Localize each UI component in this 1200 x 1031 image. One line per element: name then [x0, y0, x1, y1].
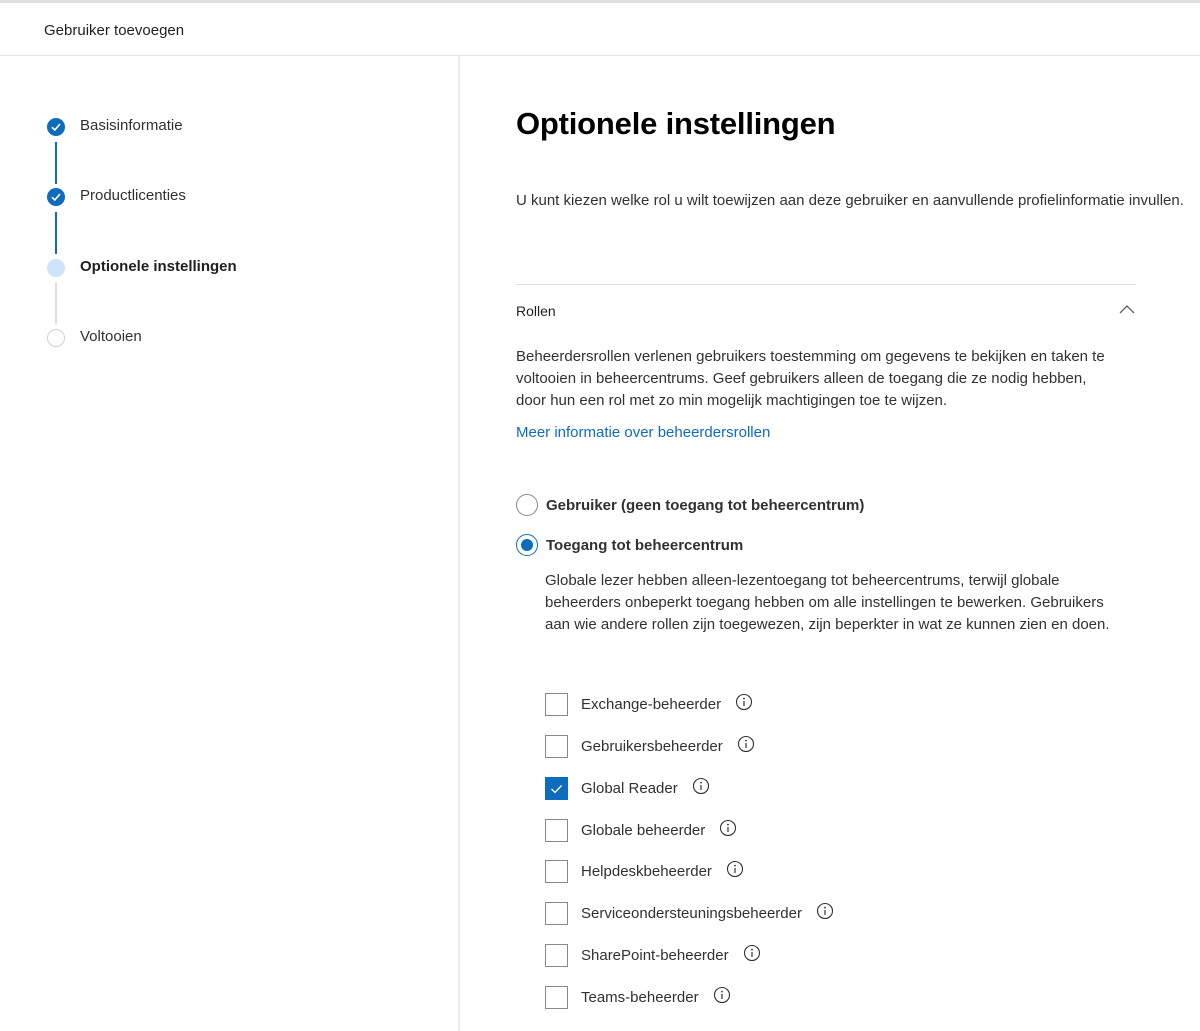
role-label: Global Reader: [581, 780, 678, 797]
vertical-divider: [458, 56, 460, 1031]
role-label: SharePoint-beheerder: [581, 947, 729, 964]
step-label: Productlicenties: [80, 187, 186, 204]
step-label: Optionele instellingen: [80, 258, 237, 275]
panel-header: [0, 3, 1200, 56]
step-optionele-instellingen[interactable]: [47, 258, 237, 277]
role-checkbox-helpdeskbeheerder[interactable]: [545, 860, 744, 883]
info-icon[interactable]: [726, 860, 744, 878]
step-connector: [55, 282, 57, 324]
checkbox[interactable]: [545, 819, 568, 842]
role-label: Exchange-beheerder: [581, 696, 722, 713]
role-label: Serviceondersteuningsbeheerder: [581, 905, 802, 922]
role-label: Teams-beheerder: [581, 989, 699, 1006]
pending-step-icon: [47, 329, 65, 347]
role-checkbox-global-reader[interactable]: [545, 777, 710, 800]
chevron-up-icon[interactable]: [1118, 303, 1136, 317]
panel-title: Gebruiker toevoegen: [44, 22, 185, 39]
checkbox[interactable]: [545, 735, 568, 758]
info-icon[interactable]: [735, 693, 753, 711]
checkbox[interactable]: [545, 860, 568, 883]
info-icon[interactable]: [692, 777, 710, 795]
checkbox-checked[interactable]: [545, 777, 568, 800]
role-checkbox-teams-beheerder[interactable]: [545, 986, 731, 1009]
radio-label: Toegang tot beheercentrum: [546, 536, 744, 554]
checkbox[interactable]: [545, 986, 568, 1009]
info-icon[interactable]: [737, 735, 755, 753]
section-divider: [516, 284, 1136, 285]
current-step-icon: [47, 259, 65, 277]
radio-button-selected[interactable]: [516, 534, 538, 556]
learn-more-roles-link[interactable]: Meer informatie over beheerdersrollen: [516, 424, 771, 441]
page-title: Optionele instellingen: [516, 106, 836, 141]
role-label: Globale beheerder: [581, 822, 706, 839]
checkbox[interactable]: [545, 693, 568, 716]
radio-admin-center-access[interactable]: [516, 534, 743, 556]
role-checkbox-globale-beheerder[interactable]: [545, 819, 737, 842]
step-connector: [55, 142, 57, 184]
role-label: Gebruikersbeheerder: [581, 738, 723, 755]
role-checkbox-serviceondersteuningsbeheerder[interactable]: [545, 902, 834, 925]
role-checkbox-sharepoint-beheerder[interactable]: [545, 944, 761, 967]
step-label: Basisinformatie: [80, 117, 183, 134]
step-basisinformatie[interactable]: [47, 117, 183, 136]
radio-button[interactable]: [516, 494, 538, 516]
step-label: Voltooien: [80, 328, 142, 345]
radio-user-no-admin[interactable]: [516, 494, 864, 516]
intro-text: U kunt kiezen welke rol u wilt toewijzen aan deze gebruiker en aanvullende profielinformatie invullen.: [516, 192, 1184, 209]
roles-section-title[interactable]: Rollen: [516, 303, 556, 319]
checkmark-icon: [47, 188, 65, 206]
checkmark-icon: [47, 118, 65, 136]
step-voltooien[interactable]: [47, 328, 142, 347]
step-productlicenties[interactable]: [47, 187, 186, 206]
checkbox[interactable]: [545, 902, 568, 925]
info-icon[interactable]: [713, 986, 731, 1004]
info-icon[interactable]: [719, 819, 737, 837]
info-icon[interactable]: [816, 902, 834, 920]
radio-label: Gebruiker (geen toegang tot beheercentrum): [546, 496, 865, 514]
step-connector: [55, 212, 57, 254]
admin-access-description: Globale lezer hebben alleen-lezentoegang tot beheercentrums, terwijl globale beheerders onbeperkt toegang hebben om alle instellingen te bewerken. Gebruikers aan wie andere rollen zijn toegewezen, zijn beperkter in wat ze kunnen zien en doen.: [545, 572, 1110, 633]
info-icon[interactable]: [743, 944, 761, 962]
role-checkbox-gebruikersbeheerder[interactable]: [545, 735, 755, 758]
checkbox[interactable]: [545, 944, 568, 967]
role-checkbox-exchange-beheerder[interactable]: [545, 693, 753, 716]
role-label: Helpdeskbeheerder: [581, 863, 712, 880]
roles-description: Beheerdersrollen verlenen gebruikers toestemming om gegevens te bekijken en taken te voltooien in beheercentrums. Geef gebruikers alleen de toegang die ze nodig hebben, door hun een rol met zo min mogelijk machtigingen toe te wijzen.: [516, 348, 1105, 409]
